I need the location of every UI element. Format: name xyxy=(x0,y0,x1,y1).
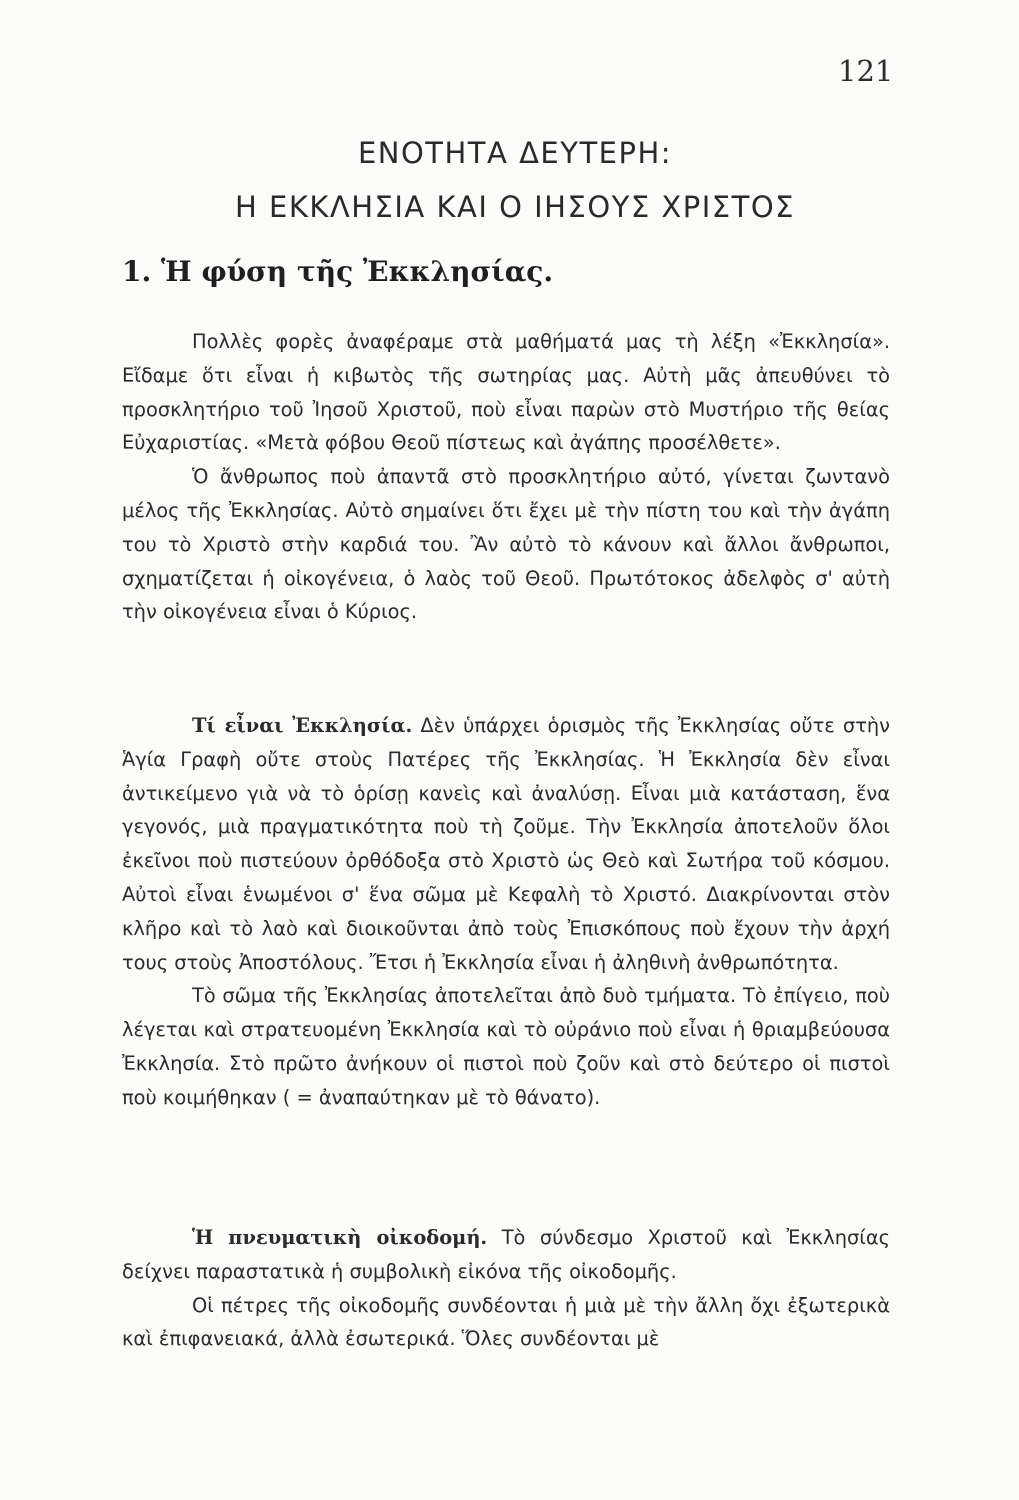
definition-text: Δὲν ὑπάρχει ὁρισμὸς τῆς Ἐκκλησίας οὔτε στὴν Ἁγία Γραφὴ οὔτε στοὺς Πατέρες τῆς Ἐκκλησίας. Ἡ Ἐκκλησία δὲν εἶναι ἀντικείμενο γιὰ νὰ τὸ ὁρίσῃ κανεὶς καὶ ἀναλύσῃ. Εἶναι μιὰ κατάσταση, ἕνα γεγονός, μιὰ πραγματικότητα ποὺ τὴ ζοῦμε. Τὴν Ἐκκλησία ἀποτελοῦν ὅλοι ἐκεῖνοι ποὺ πιστεύουν ὀρθόδοξα στὸ Χριστὸ ὡς Θεὸ καὶ Σωτήρα τοῦ κόσμου. Αὐτοὶ εἶναι ἑνωμένοι σ' ἕνα σῶμα μὲ Κεφαλὴ τὸ Χριστό. Διακρίνονται στὸν κλῆρο καὶ τὸ λαὸ καὶ διοικοῦνται ἀπὸ τοὺς Ἐπισκόπους ποὺ ἔχουν τὴν ἀρχή τους στοὺς Ἀποστόλους. Ἔτσι ἡ Ἐκκλησία εἶναι ἡ ἀληθινὴ ἀνθρωπότητα. xyxy=(122,714,890,974)
building-heading: Ἡ πνευματικὴ οἰκοδομή. xyxy=(192,1226,488,1249)
section-heading xyxy=(122,255,553,288)
paragraph-intro: Πολλὲς φορὲς ἀναφέραμε στὰ μαθήματά μας τὴ λέξη «Ἐκκλησία». Εἴδαμε ὅτι εἶναι ἡ κιβωτὸς τῆς σωτηρίας μας. Αὐτὴ μᾶς ἀπευθύνει τὸ προσκλητήριο τοῦ Ἰησοῦ Χριστοῦ, ποὺ εἶναι παρὼν στὸ Μυστήριο τῆς θείας Εὐχαριστίας. «Μετὰ φόβου Θεοῦ πίστεως καὶ ἀγάπης προσέλθετε». xyxy=(122,330,890,455)
unit-title-line-2: Η ΕΚΚΛΗΣΙΑ ΚΑΙ Ο ΙΗΣΟΥΣ ΧΡΙΣΤΟΣ xyxy=(235,190,795,224)
page-number: 121 xyxy=(838,54,894,88)
paragraph-building xyxy=(122,1221,890,1289)
building-text: Τὸ σύνδεσμο Χριστοῦ καὶ Ἐκκλησίας δείχνει παραστατικὰ ἡ συμβολικὴ εἰκόνα τῆς οἰκοδομῆς. xyxy=(122,1226,890,1283)
definition-block xyxy=(122,709,890,1115)
paragraph-member: Ὁ ἄνθρωπος ποὺ ἀπαντᾶ στὸ προσκλητήριο αὐτό, γίνεται ζωντανὸ μέλος τῆς Ἐκκλησίας. Αὐτὸ σημαίνει ὅτι ἔχει μὲ τὴν πίστη του καὶ τὴν ἀγάπη του τὸ Χριστὸ στὴν καρδιά του. Ἂν αὐτὸ τὸ κάνουν καὶ ἄλλοι ἄνθρωποι, σχηματίζεται ἡ οἰκογένεια, ὁ λαὸς τοῦ Θεοῦ. Πρωτότοκος ἀδελφὸς σ' αὐτὴ τὴν οἰκογένεια εἶναι ὁ Κύριος. xyxy=(122,465,890,624)
paragraph-body-of-church: Τὸ σῶμα τῆς Ἐκκλησίας ἀποτελεῖται ἀπὸ δυὸ τμήματα. Τὸ ἐπίγειο, ποὺ λέγεται καὶ στρατευομένη Ἐκκλησία καὶ τὸ οὐράνιο ποὺ εἶναι ἡ θριαμβεύουσα Ἐκκλησία. Στὸ πρῶτο ἀνήκουν οἱ πιστοὶ ποὺ ζοῦν καὶ στὸ δεύτερο οἱ πιστοὶ ποὺ κοιμήθηκαν ( = ἀναπαύτηκαν μὲ τὸ θάνατο). xyxy=(122,984,890,1109)
paragraph-stones: Οἱ πέτρες τῆς οἰκοδομῆς συνδέονται ἡ μιὰ μὲ τὴν ἄλλη ὄχι ἐξωτερικὰ καὶ ἐπιφανειακά, ἀλλὰ ἐσωτερικά. Ὅλες συνδέονται μὲ xyxy=(122,1293,890,1351)
definition-heading: Τί εἶναι Ἐκκλησία. xyxy=(192,714,413,737)
intro-block xyxy=(122,325,890,629)
unit-title-line-1: ΕΝΟΤΗΤΑ ΔΕΥΤΕΡΗ: xyxy=(357,136,673,170)
section-title: Ἡ φύση τῆς Ἐκκλησίας. xyxy=(160,255,554,288)
unit-title xyxy=(120,126,910,234)
paragraph-definition xyxy=(122,709,890,979)
building-block xyxy=(122,1221,890,1356)
section-number: 1. xyxy=(122,255,152,288)
